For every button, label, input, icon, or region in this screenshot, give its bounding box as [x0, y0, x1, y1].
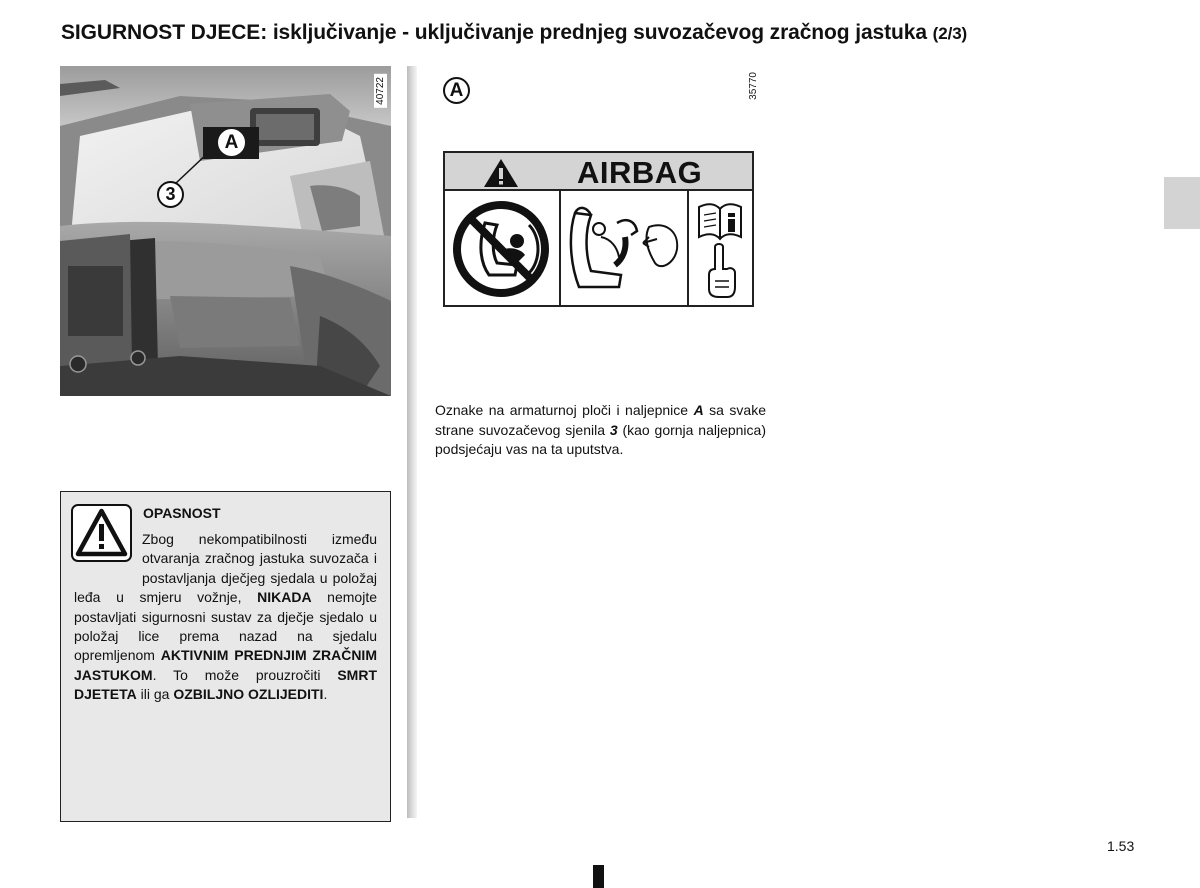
- caption-ref-3: 3: [609, 421, 618, 438]
- callout-3-circle: 3: [157, 181, 184, 208]
- callout-a-circle: A: [218, 129, 245, 156]
- warning-aktivnim: AKTIVNIM PREDNJIM ZRAČNIM JASTUKOM: [74, 647, 377, 683]
- warning-text: Zbog nekompatibilnosti između otvaranja zračnog jastuka suvozača i postavljanja dječjeg sjedala u položaj leđa u smjeru vožnje, NIKADA nemojte postavljati sigurnosni sustav za dječje sjedalo u položaj lice prema nazad na sjedalu opremljenom AKTIVNIM PREDNJIM ZRAČNIM JASTUKOM. To može prouzročiti SMRT DJETETA ili ga OZBILJNO OZLIJEDITI.: [74, 531, 377, 703]
- callout-a-badge: [203, 127, 259, 159]
- warning-nikada: NIKADA: [257, 589, 312, 606]
- page-number: 1.53: [1107, 838, 1135, 854]
- airbag-deploy-seat-icon: [561, 191, 689, 307]
- title-page-part: (2/3): [932, 24, 968, 43]
- label-marker-a: A: [443, 77, 470, 104]
- danger-warning-box: [60, 491, 391, 822]
- airbag-sticker: [443, 151, 754, 307]
- no-rear-facing-child-seat-icon: [445, 191, 561, 307]
- read-manual-icon: [689, 191, 752, 307]
- warning-heading: OPASNOST: [143, 505, 221, 521]
- warning-smrt: SMRT DJETETA: [74, 666, 377, 703]
- column-divider: [407, 66, 417, 818]
- section-side-tab: [1164, 177, 1200, 229]
- warning-ozbiljno: OZBILJNO OZLIJEDITI: [173, 686, 324, 703]
- caption-ref-a: A: [693, 402, 704, 418]
- interior-photo: [60, 66, 391, 396]
- interior-photo-drawing: [60, 66, 391, 396]
- bottom-crop-mark: [593, 865, 604, 888]
- title-text: SIGURNOST DJECE: isključivanje - uključivanje prednjeg suvozačevog zračnog jastuka: [61, 21, 927, 44]
- sticker-header-band: [445, 153, 752, 191]
- sticker-warning-icon: [482, 157, 520, 189]
- label-reference-number: 35770: [748, 72, 759, 100]
- sticker-airbag-word: AIRBAG: [577, 155, 703, 190]
- label-caption: Oznake na armaturnoj ploči i naljepnice A sa svake strane suvozačevog sjenila 3 (kao gornja naljepnica) podsjećaju vas na ta uputstva.: [435, 402, 767, 457]
- photo-reference-number: 40722: [374, 74, 387, 108]
- page-title: [61, 21, 1161, 45]
